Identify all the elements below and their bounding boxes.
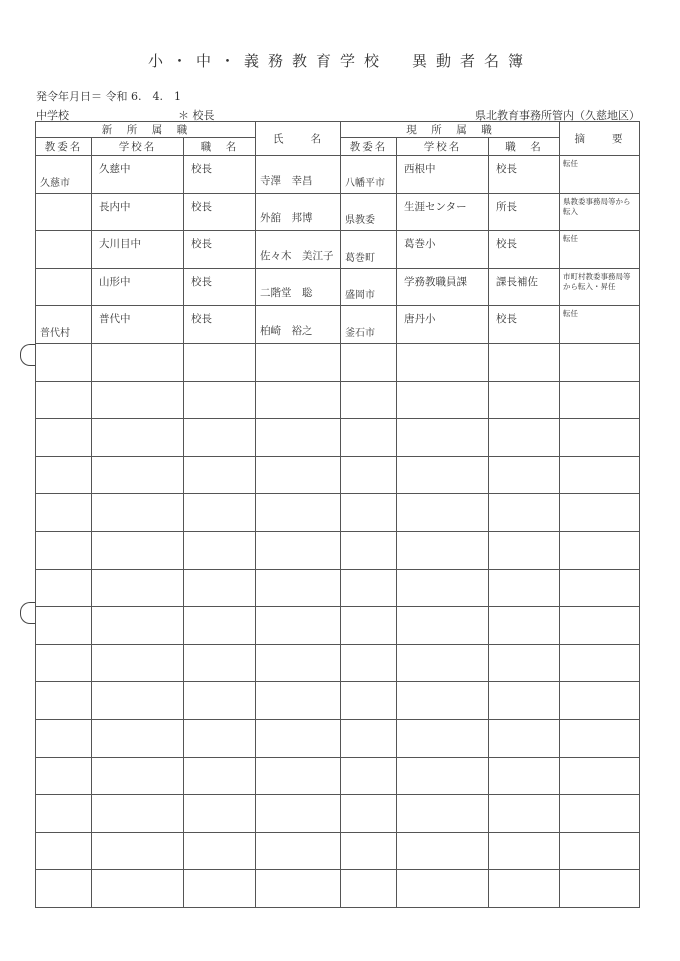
current-school-cell [397,193,489,231]
empty-cell [184,682,256,720]
empty-cell [184,870,256,908]
name-header: 氏 名 [256,122,341,156]
table-row [36,231,640,269]
empty-cell [36,607,92,645]
empty-cell [184,381,256,419]
name-cell-text: 柏崎 裕之 [260,324,313,337]
new-school-cell [92,193,184,231]
empty-table-row [36,456,640,494]
empty-cell [184,494,256,532]
remarks-cell-text: 市町村教委事務局等から転入・昇任 [563,271,631,291]
empty-cell [560,569,640,607]
current-post-cell-text: 所長 [496,200,517,213]
empty-cell [489,607,560,645]
empty-cell [184,795,256,833]
current-board-cell-text: 県教委 [345,215,375,227]
empty-cell [36,343,92,381]
remarks-cell [560,231,640,269]
empty-cell [92,795,184,833]
empty-cell [184,719,256,757]
empty-cell [341,343,397,381]
empty-cell [92,494,184,532]
empty-cell [397,644,489,682]
empty-table-row [36,531,640,569]
empty-table-row [36,682,640,720]
empty-cell [341,832,397,870]
empty-cell [256,456,341,494]
binder-hole-mark [20,344,35,366]
empty-cell [256,531,341,569]
empty-cell [36,494,92,532]
empty-cell [397,343,489,381]
empty-cell [341,757,397,795]
empty-cell [36,569,92,607]
new-school-cell [92,231,184,269]
empty-table-row [36,832,640,870]
empty-cell [489,832,560,870]
empty-cell [489,381,560,419]
current-school-cell-text: 学務教職員課 [404,275,467,288]
empty-cell [36,682,92,720]
new-school-cell [92,268,184,306]
empty-cell [256,419,341,457]
new-post-cell [184,306,256,344]
current-board-cell [341,193,397,231]
empty-cell [256,381,341,419]
empty-table-row [36,494,640,532]
current-board-cell-text: 葛巻町 [345,252,375,264]
new-school-cell-text: 普代中 [99,313,131,326]
empty-cell [92,682,184,720]
current-school-cell [397,268,489,306]
empty-cell [397,607,489,645]
current-board-cell-text: 釜石市 [345,327,375,339]
new-school-cell-text: 久慈中 [99,163,131,175]
new-school-cell [92,306,184,344]
empty-table-row [36,607,640,645]
new-school-header: 学校名 [92,138,184,156]
new-board-header: 教委名 [36,138,92,156]
name-cell [256,193,341,231]
empty-cell [341,381,397,419]
current-board-cell [341,268,397,306]
empty-cell [560,381,640,419]
current-post-cell [489,231,560,269]
district-label: 県北教育事務所管内（久慈地区） [475,109,640,122]
empty-cell [560,682,640,720]
table-row [36,268,640,306]
empty-cell [397,832,489,870]
issue-date: 発令年月日＝ 令和 6. 4. 1 [36,90,181,103]
name-cell [256,306,341,344]
empty-cell [92,531,184,569]
empty-cell [560,795,640,833]
new-board-cell [36,306,92,344]
empty-cell [92,832,184,870]
remarks-cell-text: 転任 [563,159,578,168]
empty-cell [397,682,489,720]
remarks-cell [560,156,640,194]
empty-cell [184,757,256,795]
empty-cell [489,795,560,833]
empty-cell [397,456,489,494]
new-board-cell [36,231,92,269]
empty-cell [92,343,184,381]
empty-cell [489,569,560,607]
new-post-cell-text: 校長 [191,238,212,251]
empty-cell [184,419,256,457]
table-row [36,193,640,231]
empty-cell [341,644,397,682]
empty-cell [341,494,397,532]
current-school-cell [397,156,489,194]
new-post-cell-text: 校長 [191,275,212,288]
empty-cell [341,795,397,833]
empty-table-row [36,644,640,682]
current-post-cell [489,156,560,194]
empty-cell [341,419,397,457]
new-post-cell [184,193,256,231]
empty-cell [36,832,92,870]
current-board-cell [341,156,397,194]
empty-cell [489,719,560,757]
new-post-cell [184,268,256,306]
empty-cell [256,607,341,645]
name-cell-text: 寺澤 幸昌 [260,174,313,187]
empty-table-row [36,719,640,757]
empty-cell [341,607,397,645]
empty-cell [256,795,341,833]
empty-cell [397,569,489,607]
school-type: 中学校 [36,109,69,122]
empty-cell [92,757,184,795]
empty-table-row [36,870,640,908]
current-school-cell [397,231,489,269]
current-school-cell [397,306,489,344]
empty-cell [36,795,92,833]
empty-cell [184,569,256,607]
empty-cell [560,531,640,569]
remarks-header: 摘 要 [560,122,640,156]
empty-cell [397,870,489,908]
empty-cell [256,757,341,795]
new-board-cell [36,156,92,194]
empty-cell [489,757,560,795]
current-school-cell-text: 葛巻小 [404,238,436,251]
new-school-cell-text: 山形中 [99,275,131,288]
new-board-cell-text: 普代村 [40,327,70,339]
empty-cell [560,419,640,457]
remarks-cell-text: 県教委事務局等から転入 [563,196,631,216]
binder-hole-mark [20,602,35,624]
current-school-header: 学校名 [397,138,489,156]
remarks-cell-text: 転任 [563,234,578,244]
new-board-cell [36,193,92,231]
current-board-cell-text: 盛岡市 [345,290,375,302]
current-school-cell-text: 西根中 [404,163,436,175]
empty-cell [36,757,92,795]
empty-cell [92,607,184,645]
empty-table-row [36,795,640,833]
empty-cell [489,419,560,457]
empty-cell [256,343,341,381]
current-board-cell [341,231,397,269]
name-cell [256,268,341,306]
current-school-cell-text: 唐丹小 [404,313,436,326]
name-cell-text: 佐々木 美江子 [260,249,334,262]
empty-cell [36,719,92,757]
empty-cell [341,531,397,569]
empty-cell [560,870,640,908]
current-post-cell [489,268,560,306]
new-board-cell [36,268,92,306]
new-post-cell-text: 校長 [191,163,212,175]
empty-cell [397,494,489,532]
empty-cell [397,757,489,795]
empty-cell [397,381,489,419]
new-post-cell [184,156,256,194]
name-cell-text: 外舘 邦博 [260,212,313,225]
empty-cell [92,719,184,757]
empty-cell [489,682,560,720]
name-cell [256,156,341,194]
new-affiliation-header: 新 所 属 職 [36,122,256,138]
empty-table-row [36,419,640,457]
personnel-table [35,121,640,908]
empty-cell [397,795,489,833]
empty-table-row [36,381,640,419]
new-post-cell [184,231,256,269]
current-post-cell-text: 校長 [496,313,517,326]
empty-cell [560,494,640,532]
empty-cell [92,644,184,682]
empty-cell [36,381,92,419]
remarks-cell [560,306,640,344]
position-mark: ＊ 校長 [178,109,215,122]
empty-cell [36,531,92,569]
empty-cell [489,531,560,569]
current-post-cell-text: 校長 [496,238,517,251]
empty-cell [184,343,256,381]
empty-cell [341,569,397,607]
empty-cell [397,719,489,757]
empty-cell [256,682,341,720]
empty-cell [341,719,397,757]
empty-cell [92,569,184,607]
empty-cell [341,456,397,494]
empty-cell [184,607,256,645]
current-post-cell-text: 校長 [496,163,517,175]
table-row [36,306,640,344]
empty-cell [36,419,92,457]
empty-cell [256,569,341,607]
empty-cell [256,719,341,757]
empty-cell [92,419,184,457]
empty-cell [184,531,256,569]
empty-cell [560,343,640,381]
empty-cell [341,682,397,720]
empty-cell [560,719,640,757]
new-board-cell-text: 久慈市 [40,177,70,189]
current-affiliation-header: 現 所 属 職 [341,122,560,138]
empty-table-row [36,757,640,795]
empty-cell [184,644,256,682]
empty-cell [397,419,489,457]
document-title: 小・中・義務教育学校 異動者名簿 [147,52,532,70]
current-board-header: 教委名 [341,138,397,156]
current-post-cell [489,306,560,344]
empty-cell [489,456,560,494]
empty-cell [560,832,640,870]
empty-cell [184,832,256,870]
empty-cell [184,456,256,494]
new-school-cell [92,156,184,194]
empty-cell [36,870,92,908]
empty-cell [489,870,560,908]
empty-cell [36,456,92,494]
current-post-cell [489,193,560,231]
new-post-header: 職 名 [184,138,256,156]
remarks-cell [560,193,640,231]
current-post-cell-text: 課長補佐 [496,275,538,288]
table-row [36,156,640,194]
new-post-cell-text: 校長 [191,200,212,213]
empty-cell [560,644,640,682]
new-school-cell-text: 長内中 [99,200,131,213]
current-school-cell-text: 生涯センター [404,200,467,213]
empty-cell [92,456,184,494]
empty-cell [256,832,341,870]
empty-cell [560,757,640,795]
empty-cell [92,870,184,908]
empty-cell [397,531,489,569]
remarks-cell [560,268,640,306]
new-school-cell-text: 大川目中 [99,238,141,251]
empty-cell [36,644,92,682]
empty-cell [489,644,560,682]
empty-cell [92,381,184,419]
empty-cell [341,870,397,908]
empty-cell [256,870,341,908]
name-cell [256,231,341,269]
current-post-header: 職 名 [489,138,560,156]
empty-cell [489,343,560,381]
empty-table-row [36,343,640,381]
name-cell-text: 二階堂 聡 [260,287,313,300]
empty-cell [560,456,640,494]
current-board-cell [341,306,397,344]
empty-cell [489,494,560,532]
empty-cell [256,644,341,682]
remarks-cell-text: 転任 [563,309,578,319]
empty-cell [560,607,640,645]
new-post-cell-text: 校長 [191,313,212,326]
empty-table-row [36,569,640,607]
current-board-cell-text: 八幡平市 [345,177,385,189]
empty-cell [256,494,341,532]
